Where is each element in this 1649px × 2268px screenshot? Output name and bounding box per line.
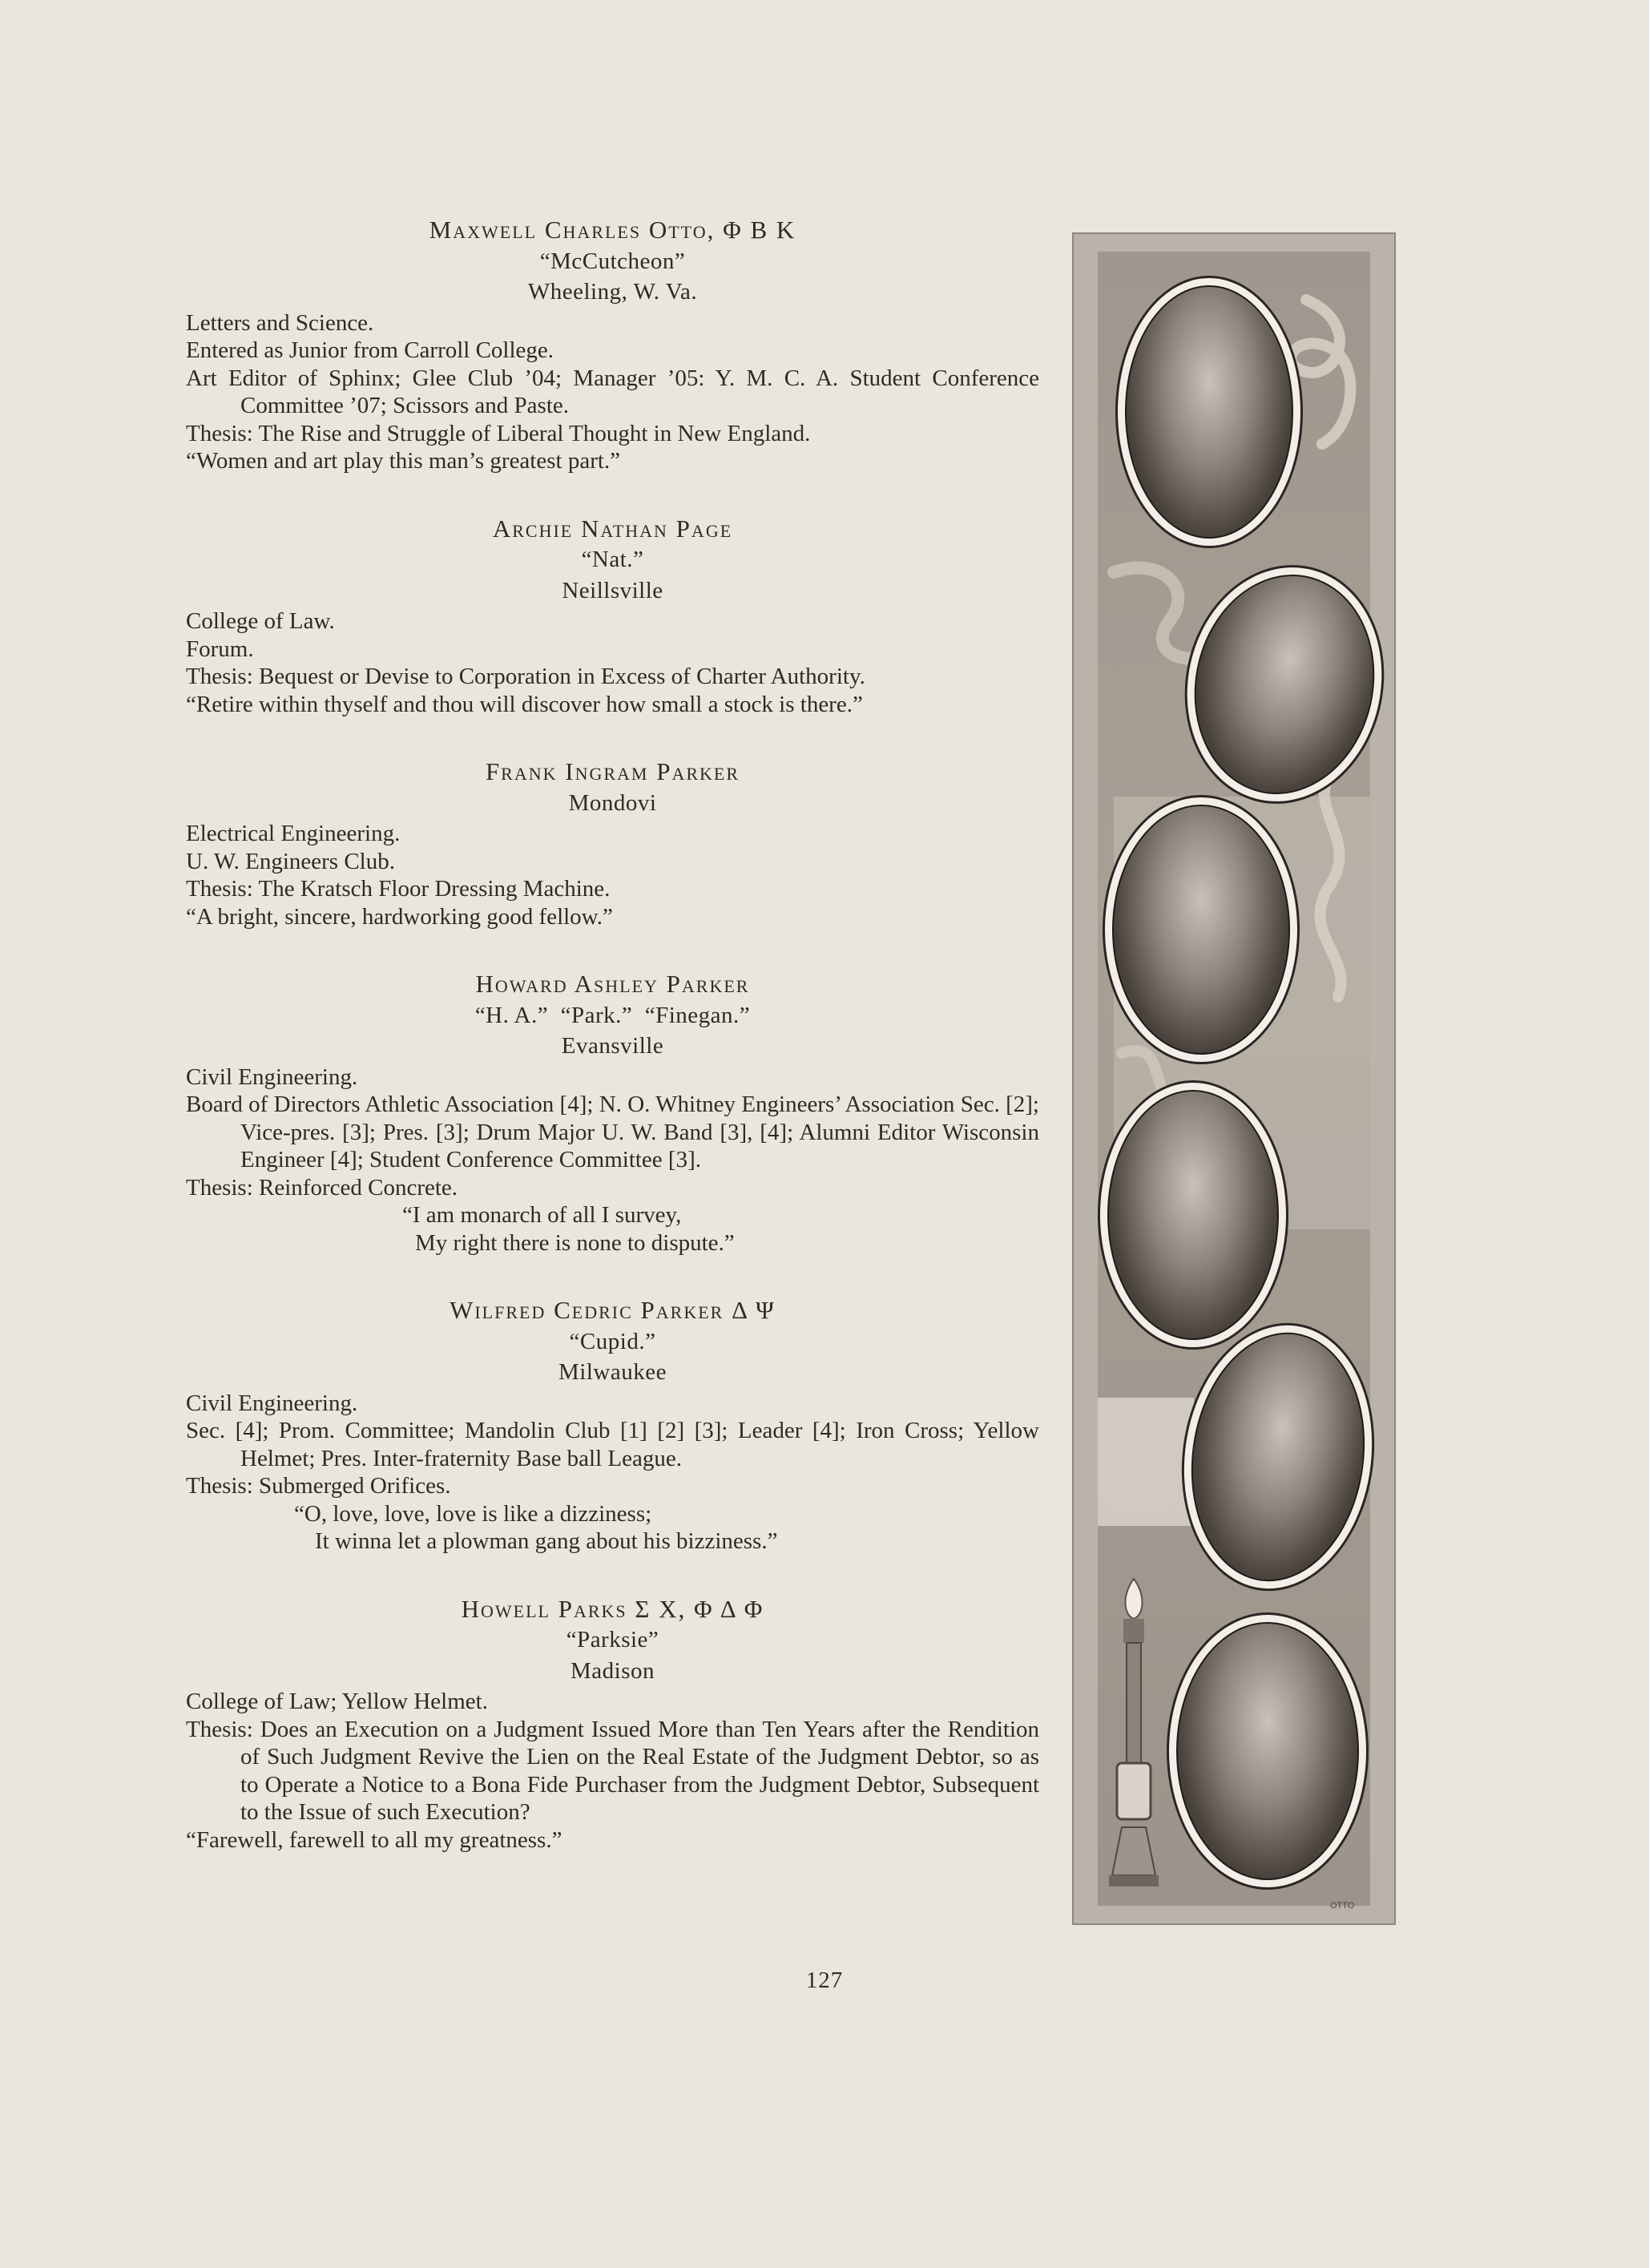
lamp-ornament xyxy=(1106,1571,1162,1907)
detail-line: College of Law; Yellow Helmet. xyxy=(186,1689,488,1714)
detail-line: Letters and Science. xyxy=(186,309,374,336)
student-name: Archie Nathan Page xyxy=(492,514,733,543)
student-name: Howard Ashley Parker xyxy=(475,970,750,998)
thesis-line: Thesis: The Kratsch Floor Dressing Machine. xyxy=(186,876,611,902)
verse-line: My right there is none to dispute.” xyxy=(415,1229,735,1256)
detail-line: Board of Directors Athletic Association [4]; N. O. Whitney Engineers’ Association Sec. [2]; Vice-pres. [3]; Pres. [3]; Drum Major U. W. Band [3], [4]; Alumni Editor Wisconsin Engineer [4]; Student Conference Committee [3]. xyxy=(186,1092,1039,1172)
quote-verse xyxy=(186,1201,1039,1257)
detail-line: Forum. xyxy=(186,636,254,662)
detail-line: Sec. [4]; Prom. Committee; Mandolin Club [1] [2] [3]; Leader [4]; Iron Cross; Yellow Helmet; Pres. Inter-fraternity Base ball League. xyxy=(186,1418,1039,1471)
quote-verse xyxy=(186,1500,1039,1556)
student-hometown: Wheeling, W. Va. xyxy=(527,279,698,305)
entry-wilfred-parker xyxy=(186,1297,1039,1556)
student-hometown: Madison xyxy=(570,1657,655,1684)
portrait-otto xyxy=(1115,276,1303,548)
student-nickname: “H. A.” “Park.” “Finegan.” xyxy=(474,1002,751,1028)
student-name: Maxwell Charles Otto, Φ Β Κ xyxy=(429,216,796,244)
entry-page xyxy=(186,515,1039,719)
thesis-line: Thesis: Reinforced Concrete. xyxy=(186,1174,458,1201)
thesis-line: Thesis: Bequest or Devise to Corporation in Excess of Charter Authority. xyxy=(186,664,865,689)
quote-line: “Farewell, farewell to all my greatness.” xyxy=(186,1826,562,1853)
portrait-photo xyxy=(1176,1622,1359,1880)
text-column xyxy=(186,216,1039,1894)
student-hometown: Milwaukee xyxy=(558,1359,667,1385)
entry-howard-parker xyxy=(186,971,1039,1257)
detail-line: Art Editor of Sphinx; Glee Club ’04; Manager ’05: Y. M. C. A. Student Conference Committee ’07; Scissors and Paste. xyxy=(186,365,1039,418)
portrait-parks xyxy=(1167,1612,1369,1890)
quote-line: “Women and art play this man’s greatest part.” xyxy=(186,448,621,474)
portrait-photo xyxy=(1112,805,1290,1055)
student-name: Frank Ingram Parker xyxy=(485,757,740,785)
entry-frank-parker xyxy=(186,758,1039,930)
student-nickname: “Nat.” xyxy=(581,547,644,572)
quote-line: “Retire within thyself and thou will discover how small a stock is there.” xyxy=(186,691,863,717)
thesis-line: Thesis: Submerged Orifices. xyxy=(186,1473,451,1499)
thesis-line: Thesis: The Rise and Struggle of Liberal Thought in New England. xyxy=(186,420,811,446)
detail-line: College of Law. xyxy=(186,608,335,634)
verse-line: It winna let a plowman gang about his bizziness.” xyxy=(315,1528,778,1554)
student-name: Howell Parks Σ Χ, Φ Δ Φ xyxy=(461,1594,764,1623)
page-number: 127 xyxy=(805,1967,844,1993)
detail-line: U. W. Engineers Club. xyxy=(186,848,395,874)
entry-parks xyxy=(186,1596,1039,1854)
student-name: Wilfred Cedric Parker Δ Ψ xyxy=(450,1296,776,1324)
portrait-photo xyxy=(1125,285,1293,539)
portrait-frank-parker xyxy=(1103,795,1300,1064)
student-hometown: Mondovi xyxy=(568,789,657,816)
thesis-line: Thesis: Does an Execution on a Judgment Issued More than Ten Years after the Rendition of Such Judgment Revive the Lien on the Real Estate of the Judgment Debtor, so as to Operate a Notice to a Bona Fide Purchaser from the Judgment Debtor, Subsequent to the Issue of such Execution? xyxy=(186,1716,1039,1825)
portrait-howard-parker xyxy=(1098,1080,1288,1350)
student-hometown: Evansville xyxy=(561,1033,664,1059)
detail-line: Entered as Junior from Carroll College. xyxy=(186,337,554,363)
quote-line: “A bright, sincere, hardworking good fellow.” xyxy=(186,903,613,930)
student-nickname: “Parksie” xyxy=(566,1627,659,1653)
student-hometown: Neillsville xyxy=(562,577,663,603)
verse-line: “O, love, love, love is like a dizziness; xyxy=(294,1500,652,1527)
detail-line: Electrical Engineering. xyxy=(186,821,401,846)
artist-signature: OTTO xyxy=(1330,1901,1355,1911)
verse-line: “I am monarch of all I survey, xyxy=(402,1202,682,1228)
student-nickname: “Cupid.” xyxy=(569,1328,656,1354)
student-nickname: “McCutcheon” xyxy=(539,248,686,274)
detail-line: Civil Engineering. xyxy=(186,1063,358,1090)
entry-otto xyxy=(186,216,1039,475)
detail-line: Civil Engineering. xyxy=(186,1390,358,1416)
portrait-photo xyxy=(1107,1090,1279,1340)
